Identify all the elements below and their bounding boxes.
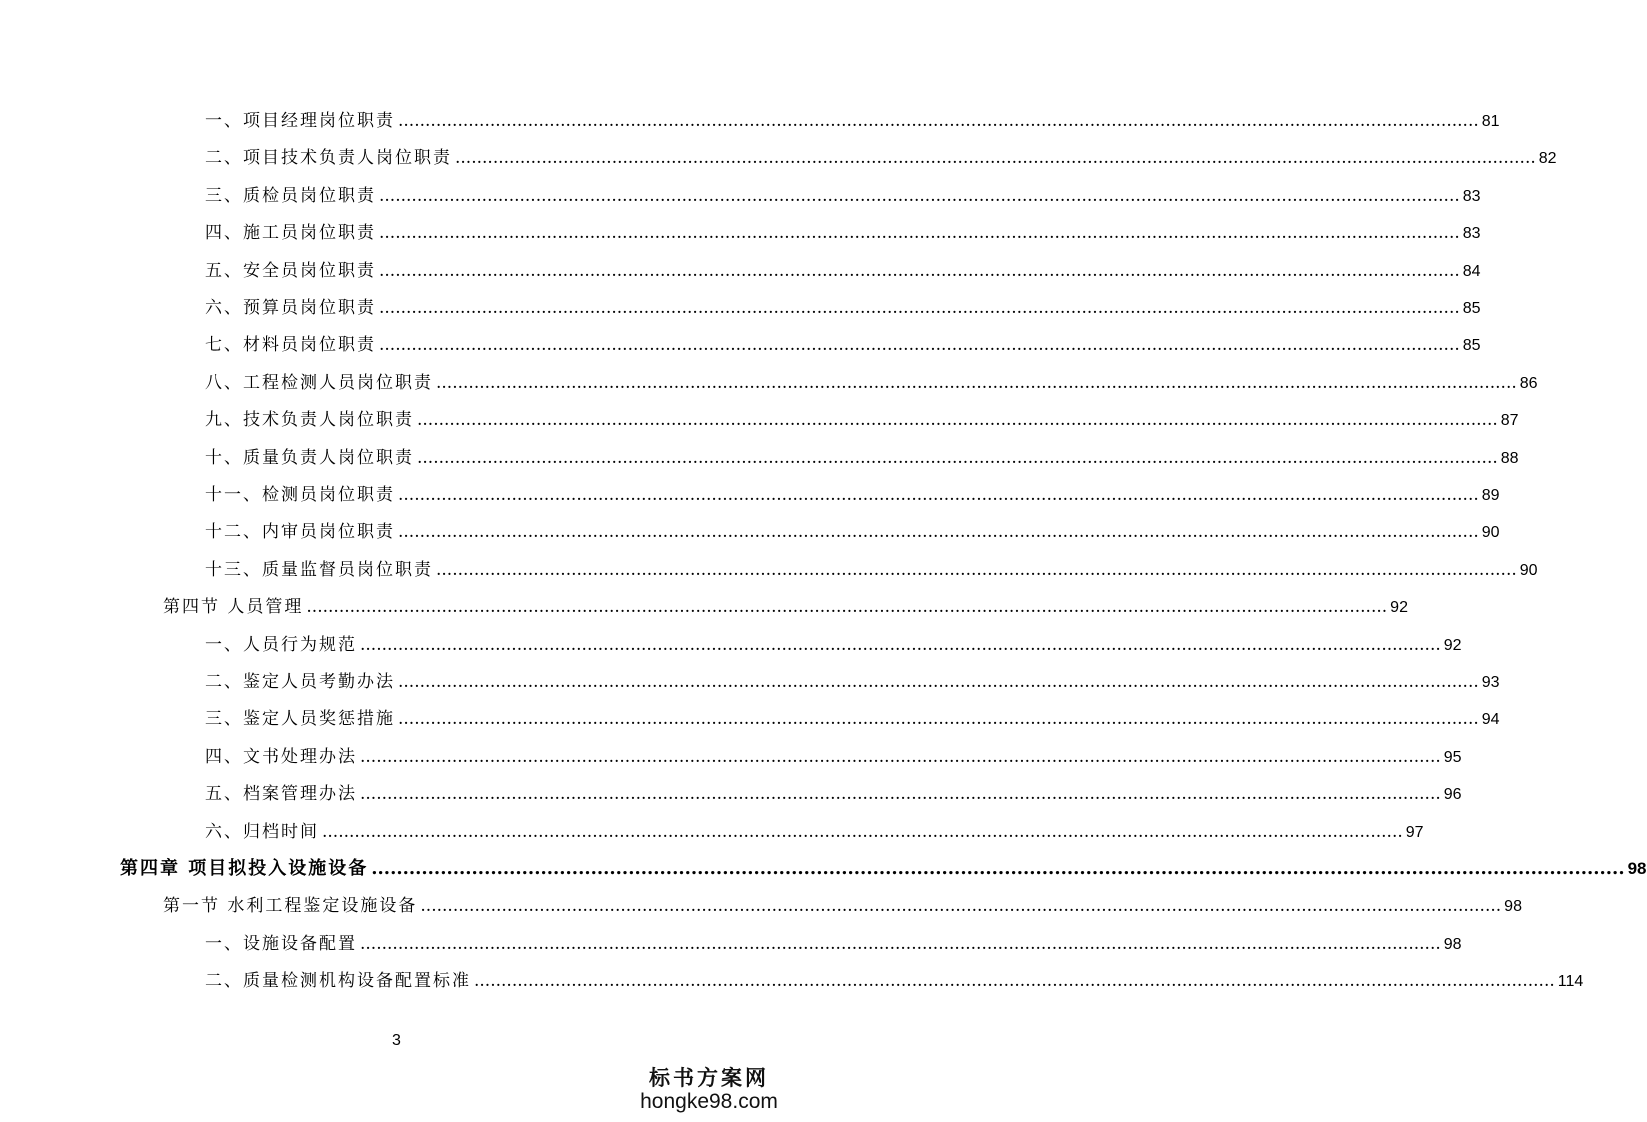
toc-entry[interactable] [205, 929, 1462, 959]
toc-entry[interactable] [205, 293, 1481, 323]
toc-entry[interactable] [163, 592, 1408, 622]
toc-dot-leader: ........................................................................................................................................................................................................ [455, 148, 1536, 169]
toc-dot-leader: ........................................................................................................................................................................................................ [436, 372, 1517, 393]
toc-entry-page: 89 [1481, 487, 1500, 504]
toc-entry-page: 93 [1481, 674, 1500, 691]
toc-entry-title: 二、质量检测机构设备配置标准 [205, 971, 471, 992]
toc-entry-page: 92 [1390, 599, 1408, 617]
toc-entry-page: 97 [1405, 823, 1424, 841]
watermark-name: 标书方案网 [649, 1065, 769, 1090]
toc-entry-page: 85 [1462, 300, 1481, 317]
toc-entry-page: 90 [1481, 524, 1500, 542]
toc-entry-title: 二、项目技术负责人岗位职责 [205, 148, 452, 169]
toc-entry[interactable] [205, 181, 1481, 211]
toc-entry[interactable] [205, 443, 1519, 473]
toc-entry[interactable] [205, 742, 1462, 772]
toc-entry[interactable] [205, 667, 1500, 697]
toc-entry-title: 二、鉴定人员考勤办法 [205, 672, 395, 692]
toc-dot-leader: ........................................................................................................................................................................................................ [360, 933, 1441, 954]
toc-entry-page: 87 [1500, 412, 1519, 430]
watermark-url: hongke98.com [640, 1090, 778, 1113]
toc-entry-title: 三、质检员岗位职责 [205, 185, 376, 206]
toc-entry[interactable] [205, 817, 1424, 847]
toc-dot-leader: ........................................................................................................................................................................................................ [379, 223, 1460, 244]
toc-dot-leader: ........................................................................................................................................................................................................ [398, 485, 1479, 505]
toc-entry[interactable] [205, 106, 1500, 136]
toc-entry[interactable] [205, 966, 1584, 996]
toc-entry-page: 84 [1462, 262, 1481, 280]
toc-dot-leader: ........................................................................................................................................................................................................ [360, 634, 1441, 655]
toc-entry-page: 95 [1443, 748, 1462, 766]
toc-dot-leader: ........................................................................................................................................................................................................ [398, 522, 1479, 543]
toc-entry[interactable] [205, 256, 1481, 286]
toc-dot-leader: ........................................................................................................................................................................................................ [417, 447, 1498, 468]
toc-entry-title: 五、安全员岗位职责 [205, 260, 376, 281]
toc-entry[interactable] [205, 555, 1538, 585]
toc-entry-title: 第四章 项目拟投入设施设备 [120, 858, 369, 879]
toc-entry-page: 82 [1538, 150, 1557, 168]
toc-dot-leader: ........................................................................................................................................................................................................ [398, 111, 1479, 131]
toc-dot-leader: ........................................................................................................................................................................................................ [371, 858, 1625, 879]
toc-entry-page: 85 [1462, 337, 1481, 355]
toc-entry[interactable] [205, 405, 1519, 435]
toc-entry-title: 五、档案管理办法 [205, 784, 357, 805]
toc-dot-leader: ........................................................................................................................................................................................................ [436, 559, 1517, 580]
toc-dot-leader: ........................................................................................................................................................................................................ [379, 335, 1460, 356]
toc-entry-page: 88 [1500, 449, 1519, 467]
toc-dot-leader: ........................................................................................................................................................................................................ [398, 672, 1479, 692]
toc-entry[interactable] [205, 368, 1538, 398]
toc-entry-title: 四、文书处理办法 [205, 746, 357, 767]
toc-entry-title: 第一节 水利工程鉴定设施设备 [163, 896, 418, 917]
toc-entry-title: 一、项目经理岗位职责 [205, 111, 395, 131]
toc-entry[interactable] [205, 143, 1557, 173]
toc-entry-page: 98 [1627, 859, 1647, 878]
toc-entry-title: 八、工程检测人员岗位职责 [205, 372, 433, 393]
toc-dot-leader: ........................................................................................................................................................................................................ [379, 260, 1460, 281]
toc-entry-page: 98 [1504, 898, 1522, 916]
toc-entry-title: 第四节 人员管理 [163, 597, 304, 618]
toc-dot-leader: ........................................................................................................................................................................................................ [360, 746, 1441, 767]
toc-entry-title: 十一、检测员岗位职责 [205, 485, 395, 505]
toc-entry-title: 六、预算员岗位职责 [205, 298, 376, 318]
toc-entry-title: 十三、质量监督员岗位职责 [205, 559, 433, 580]
toc-entry[interactable] [205, 779, 1462, 809]
toc-dot-leader: ........................................................................................................................................................................................................ [417, 410, 1498, 431]
toc-dot-leader: ........................................................................................................................................................................................................ [420, 896, 1502, 917]
toc-entry[interactable] [205, 704, 1500, 734]
toc-entry-page: 81 [1481, 113, 1500, 130]
toc-entry-page: 94 [1481, 711, 1500, 729]
toc-entry-page: 98 [1443, 935, 1462, 953]
toc-entry[interactable] [120, 854, 1647, 884]
toc-entry[interactable] [163, 891, 1522, 921]
toc-entry-title: 十二、内审员岗位职责 [205, 522, 395, 543]
toc-entry-title: 十、质量负责人岗位职责 [205, 447, 414, 468]
toc-entry-page: 92 [1443, 636, 1462, 654]
toc-entry[interactable] [205, 218, 1481, 248]
toc-entry-title: 一、设施设备配置 [205, 933, 357, 954]
toc-entry[interactable] [205, 630, 1462, 660]
site-watermark [639, 1062, 779, 1114]
toc-entry-page: 90 [1519, 561, 1538, 579]
toc-dot-leader: ........................................................................................................................................................................................................ [379, 298, 1460, 318]
toc-dot-leader: ........................................................................................................................................................................................................ [398, 709, 1479, 730]
toc-dot-leader: ........................................................................................................................................................................................................ [322, 821, 1403, 842]
page-number: 3 [392, 1032, 401, 1049]
toc-entry-title: 一、人员行为规范 [205, 634, 357, 655]
toc-entry[interactable] [205, 330, 1481, 360]
toc-dot-leader: ........................................................................................................................................................................................................ [474, 971, 1555, 992]
toc-entry-title: 九、技术负责人岗位职责 [205, 410, 414, 431]
toc-entry-title: 四、施工员岗位职责 [205, 223, 376, 244]
toc-entry-title: 六、归档时间 [205, 821, 319, 842]
toc-entry[interactable] [205, 517, 1500, 547]
toc-dot-leader: ........................................................................................................................................................................................................ [306, 597, 1388, 618]
toc-entry-page: 83 [1462, 187, 1481, 205]
toc-entry-page: 86 [1519, 374, 1538, 392]
toc-entry-title: 三、鉴定人员奖惩措施 [205, 709, 395, 730]
toc-entry-page: 83 [1462, 225, 1481, 243]
toc-entry-title: 七、材料员岗位职责 [205, 335, 376, 356]
toc-dot-leader: ........................................................................................................................................................................................................ [360, 784, 1441, 805]
toc-entry[interactable] [205, 480, 1500, 510]
toc-entry-page: 96 [1443, 786, 1462, 804]
toc-dot-leader: ........................................................................................................................................................................................................ [379, 185, 1460, 206]
toc-entry-page: 114 [1557, 973, 1584, 991]
